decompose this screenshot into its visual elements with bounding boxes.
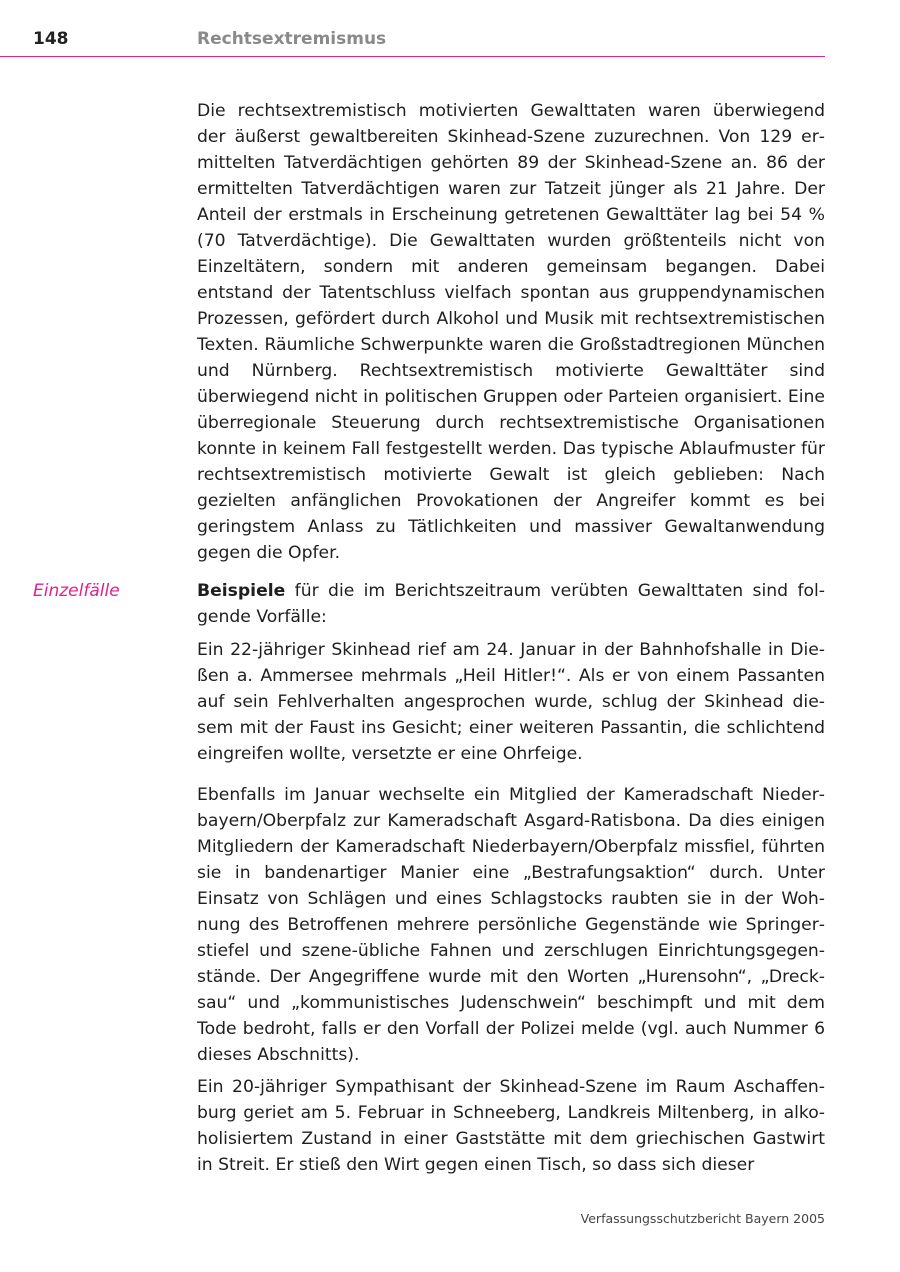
page-number: 148 bbox=[33, 29, 69, 49]
beispiele-rest: für die im Berichtszeitraum verübten Gewalttaten sind folgende Vorfälle: bbox=[197, 581, 825, 627]
paragraph-case-1 bbox=[197, 637, 825, 767]
running-title: Rechtsextremismus bbox=[197, 29, 387, 49]
paragraph-beispiele bbox=[197, 578, 825, 630]
paragraph-beispiele-text bbox=[197, 578, 825, 630]
footer-publication: Verfassungsschutzbericht Bayern 2005 bbox=[580, 1211, 825, 1226]
paragraph-intro-text: Die rechtsextremistisch motivierten Gewalttaten waren überwiegend der äußerst gewaltbereiten Skinhead-Szene zuzurechnen. Von 129 ermittelten Tatverdächtigen gehörten 89 der Skinhead-Szene an. 86 der ermittelten Tatverdächtigen waren zur Tatzeit jünger als 21 Jahre. Der Anteil der erstmals in Erscheinung getretenen Gewalttäter lag bei 54 % (70 Tatverdächtige). Die Gewalttaten wurden größtenteils nicht von Einzeltätern, sondern mit anderen gemeinsam begangen. Dabei entstand der Tatentschluss vielfach spontan aus gruppendynamischen Prozessen, gefördert durch Alkohol und Musik mit rechtsextremistischen Texten. Räumliche Schwerpunkte waren die Großstadtregionen München und Nürnberg. Rechtsextremistisch motivierte Gewalttäter sind überwiegend nicht in politischen Gruppen oder Parteien organisiert. Eine überregionale Steuerung durch rechtsextremistische Organisationen konnte in keinem Fall festgestellt werden. Das typische Ablaufmuster für rechtsextremistisch motivierte Gewalt ist gleich geblieben: Nach gezielten anfänglichen Provokationen der Angreifer kommt es bei geringstem Anlass zu Tätlichkeiten und massiver Gewaltanwendung gegen die Opfer. bbox=[197, 101, 825, 563]
paragraph-case-2-text: Ebenfalls im Januar wechselte ein Mitglied der Kameradschaft Niederbayern/Oberpfalz zur Kameradschaft Asgard-Ratisbona. Da dies einigen Mitgliedern der Kameradschaft Niederbayern/Oberpfalz missfiel, führten sie in bandenartiger Manier eine „Bestrafungsaktion“ durch. Unter Einsatz von Schlägen und eines Schlagstocks raubten sie in der Wohnung des Betroffenen mehrere persönliche Gegenstände wie Springerstiefel und szene-übliche Fahnen und zerschlugen Einrichtungsgegenstände. Der Angegriffene wurde mit den Worten „Hurensohn“, „Drecksau“ und „kommunistisches Judenschwein“ beschimpft und mit dem Tode bedroht, falls er den Vorfall der Polizei melde (vgl. auch Nummer 6 dieses Abschnitts). bbox=[197, 785, 825, 1065]
paragraph-case-3-text: Ein 20-jähriger Sympathisant der Skinhead-Szene im Raum Aschaffenburg geriet am 5. Februar in Schneeberg, Landkreis Miltenberg, in alkoholisiertem Zustand in einer Gaststätte mit dem griechischen Gastwirt in Streit. Er stieß den Wirt gegen einen Tisch, so dass sich dieser bbox=[197, 1077, 825, 1175]
paragraph-case-1-text: Ein 22-jähriger Skinhead rief am 24. Januar in der Bahnhofshalle in Dießen a. Ammersee mehrmals „Heil Hitler!“. Als er von einem Passanten auf sein Fehlverhalten angesprochen wurde, schlug der Skinhead diesem mit der Faust ins Gesicht; einer weiteren Passantin, die schlichtend eingreifen wollte, versetzte er eine Ohrfeige. bbox=[197, 640, 825, 764]
paragraph-case-3 bbox=[197, 1074, 825, 1178]
header-rule bbox=[0, 56, 825, 57]
margin-note-einzelfaelle: Einzelfälle bbox=[33, 581, 120, 601]
paragraph-case-2 bbox=[197, 782, 825, 1068]
beispiele-lead: Beispiele bbox=[197, 581, 286, 601]
paragraph-intro bbox=[197, 98, 825, 566]
